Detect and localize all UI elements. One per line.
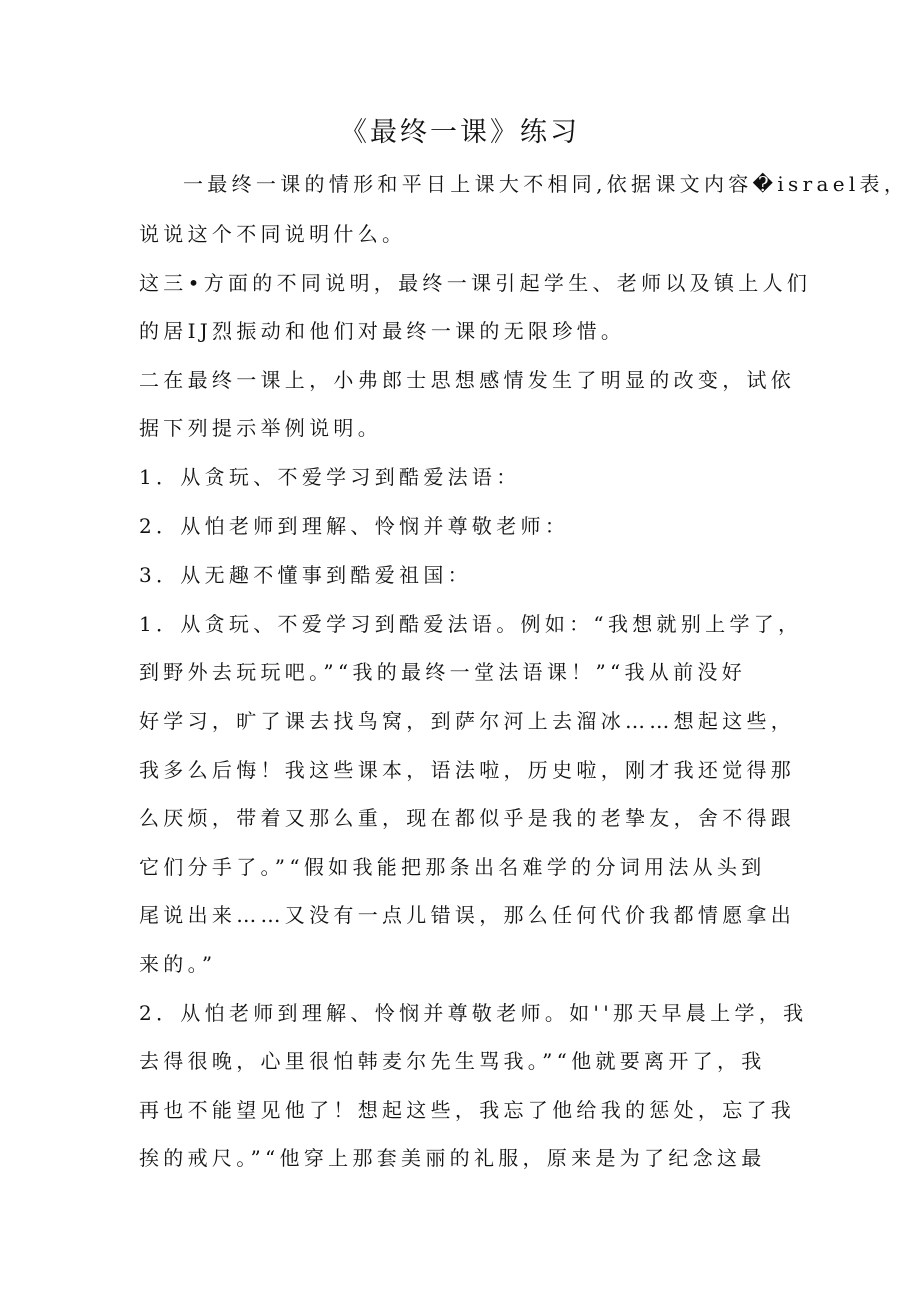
paragraph-line: 我多么后悔！我这些课本，语法啦，历史啦，刚才我还觉得那 [139, 758, 796, 782]
page-title: 《最终一课》练习 [340, 117, 580, 148]
paragraph-line: 二在最终一课上，小弗郎士思想感情发生了明显的改变，试依 [139, 368, 796, 392]
list-item: 1．从贪玩、不爱学习到酷爱法语： [139, 465, 521, 489]
paragraph-line: 的居IJ烈振动和他们对最终一课的无限珍惜。 [139, 319, 626, 343]
paragraph-line: 到野外去玩玩吧。”“我的最终一堂法语课！”“我从前没好 [139, 660, 746, 684]
paragraph-line: 来的。” [139, 952, 217, 976]
paragraph-line: 尾说出来……又没有一点儿错误，那么任何代价我都情愿拿出 [139, 903, 796, 927]
paragraph-line: 2．从怕老师到理解、怜悯并尊敬老师。如''那天早晨上学，我 [139, 1001, 808, 1025]
list-item: 3．从无趣不懂事到酷爱祖国： [139, 563, 472, 587]
paragraph-line: 这三•方面的不同说明，最终一课引起学生、老师以及镇上人们 [139, 271, 812, 295]
paragraph-line: 再也不能望见他了！想起这些，我忘了他给我的惩处，忘了我 [139, 1098, 796, 1122]
paragraph-line: 1．从贪玩、不爱学习到酷爱法语。例如：“我想就别上学了， [139, 612, 803, 636]
list-item: 2．从怕老师到理解、怜悯并尊敬老师： [139, 514, 570, 538]
paragraph-line: 去得很晚，心里很怕韩麦尔先生骂我。”“他就要离开了，我 [139, 1049, 766, 1073]
paragraph-line: 说说这个不同说明什么。 [139, 222, 407, 246]
paragraph-line: 好学习，旷了课去找鸟窝，到萨尔河上去溜冰……想起这些， [139, 709, 796, 733]
paragraph-line: 挨的戒尺。”“他穿上那套美丽的礼服，原来是为了纪念这最 [139, 1146, 766, 1170]
paragraph-line: 么厌烦，带着又那么重，现在都似乎是我的老挚友，舍不得跟 [139, 806, 796, 830]
paragraph-line: 据下列提示举例说明。 [139, 416, 382, 440]
paragraph-line: 它们分手了。”“假如我能把那条出名难学的分词用法从头到 [139, 855, 766, 879]
paragraph-line: 一最终一课的情形和平日上课大不相同,依据课文内容�israel表， [183, 172, 909, 196]
